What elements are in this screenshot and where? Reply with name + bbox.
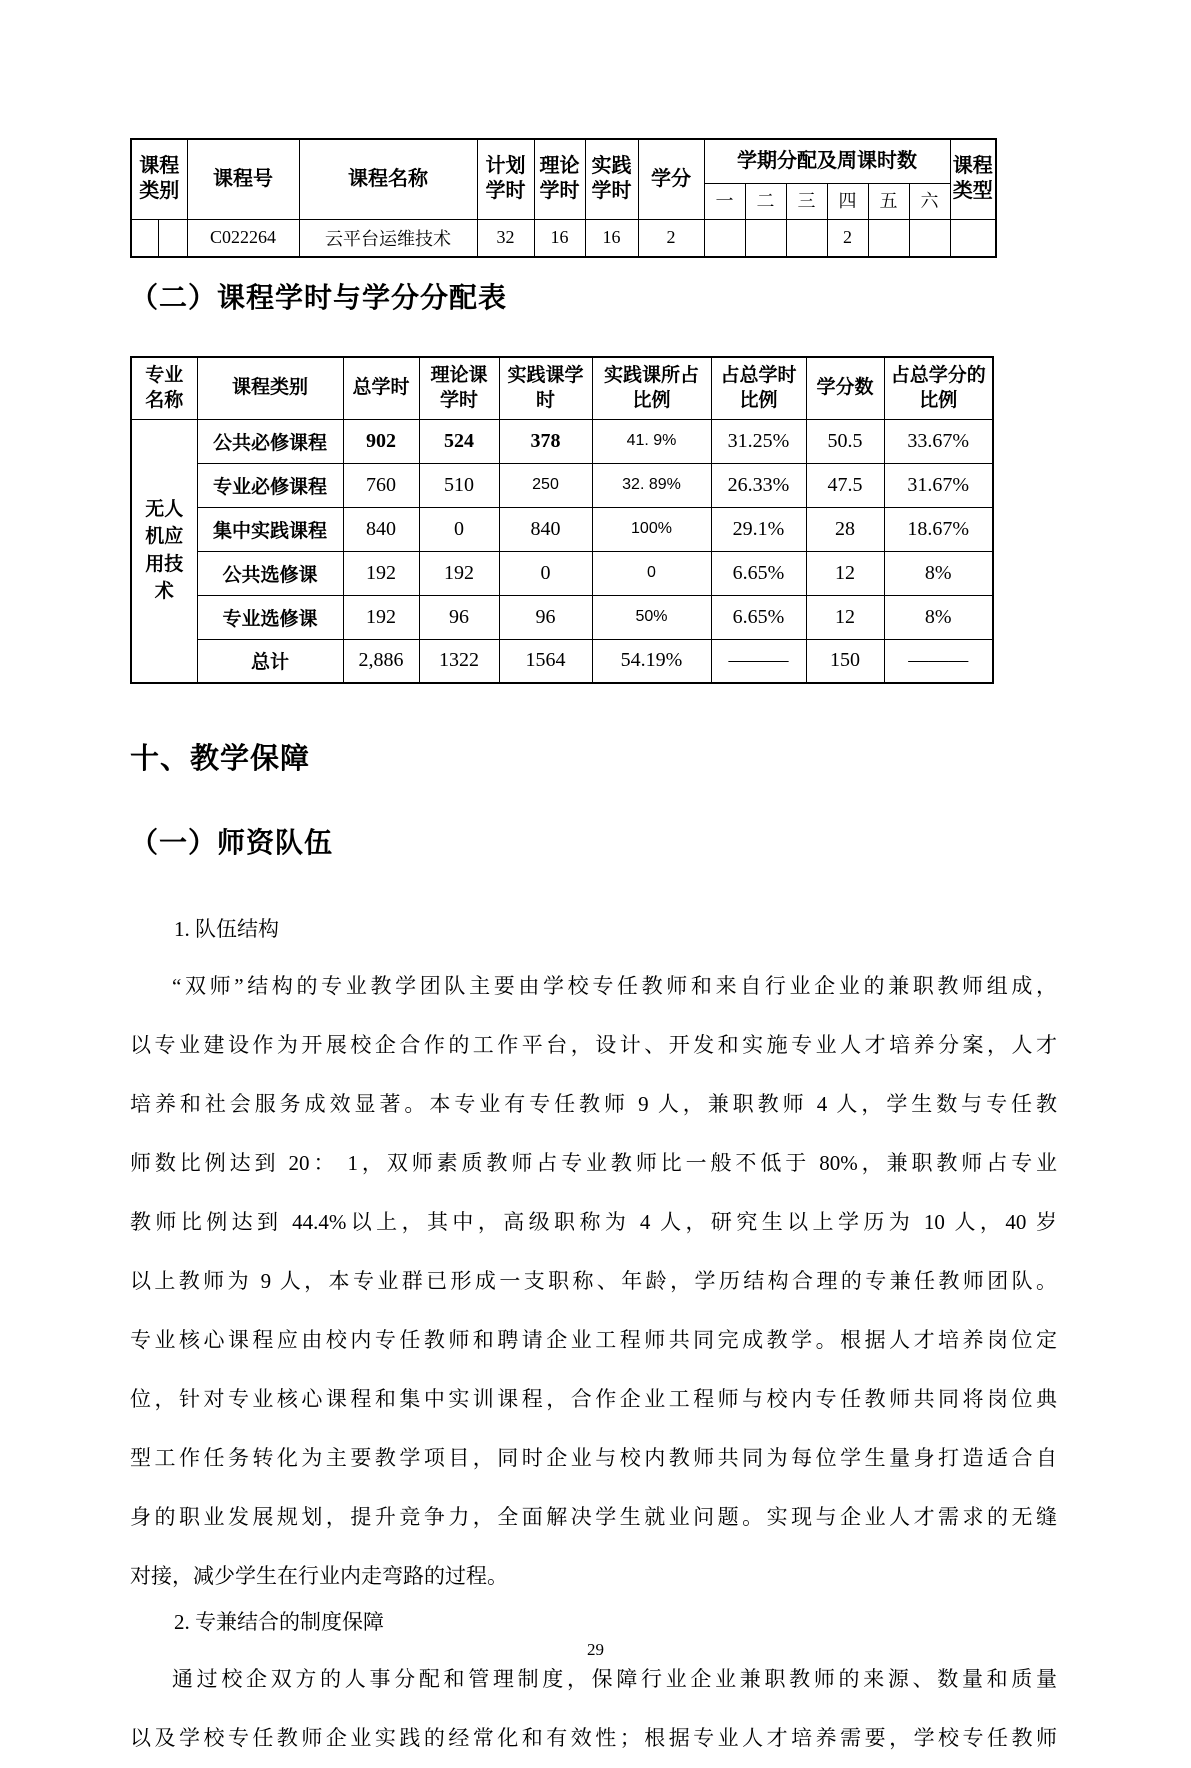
cell-credit-ratio: 8% bbox=[884, 551, 993, 595]
cell-credits: 47.5 bbox=[806, 463, 884, 507]
section-heading-credit-allocation: （二）课程学时与学分分配表 bbox=[130, 283, 508, 314]
col-header-major: 专业名称 bbox=[131, 357, 197, 419]
cell-theory-hours: 16 bbox=[534, 219, 585, 257]
subsection-title-team-structure: 1. 队伍结构 bbox=[174, 917, 279, 941]
cell-sem-6 bbox=[909, 219, 950, 257]
cell-sem-5 bbox=[868, 219, 909, 257]
cell-hours-ratio: 29.1% bbox=[711, 507, 806, 551]
cell-practice-ratio: 32. 89% bbox=[592, 463, 711, 507]
col-header-course-name: 课程名称 bbox=[299, 139, 477, 219]
cell-theory-hours: 524 bbox=[419, 419, 499, 463]
page-number: 29 bbox=[587, 1640, 604, 1659]
paragraph-line: 以上教师为 9 人，本专业群已形成一支职称、年龄，学历结构合理的专兼任教师团队。 bbox=[130, 1269, 1057, 1293]
cell-planned-hours: 32 bbox=[477, 219, 534, 257]
table-row bbox=[131, 551, 993, 595]
cell-credit-ratio: 31.67% bbox=[884, 463, 993, 507]
table-row-total bbox=[131, 639, 993, 683]
col-header-theory-class-hours: 理论课学时 bbox=[419, 357, 499, 419]
paragraph-line: 身的职业发展规划，提升竞争力，全面解决学生就业问题。实现与企业人才需求的无缝 bbox=[130, 1505, 1057, 1529]
table-row bbox=[131, 507, 993, 551]
cell-credits: 12 bbox=[806, 595, 884, 639]
cell-theory-hours: 510 bbox=[419, 463, 499, 507]
cell-credit-ratio: 8% bbox=[884, 595, 993, 639]
paragraph-line: 专业核心课程应由校内专任教师和聘请企业工程师共同完成教学。根据人才培养岗位定 bbox=[130, 1328, 1057, 1352]
col-header-credits: 学分 bbox=[638, 139, 704, 219]
cell-course-type bbox=[950, 219, 996, 257]
cell-theory-hours: 96 bbox=[419, 595, 499, 639]
col-header-sem-5: 五 bbox=[868, 183, 909, 219]
col-header-credit-count: 学分数 bbox=[806, 357, 884, 419]
cell-sem-2 bbox=[745, 219, 786, 257]
cell-hours-ratio: 31.25% bbox=[711, 419, 806, 463]
table-row bbox=[131, 595, 993, 639]
cell-practice-hours: 378 bbox=[499, 419, 592, 463]
paragraph-line: 位，针对专业核心课程和集中实训课程，合作企业工程师与校内专任教师共同将岗位典 bbox=[130, 1387, 1057, 1411]
col-header-planned-hours: 计划学时 bbox=[477, 139, 534, 219]
cell-practice-hours: 96 bbox=[499, 595, 592, 639]
cell-credit-ratio: 33.67% bbox=[884, 419, 993, 463]
cell-credits: 12 bbox=[806, 551, 884, 595]
cell-hours-ratio: 6.65% bbox=[711, 595, 806, 639]
col-header-total-hours: 总学时 bbox=[343, 357, 419, 419]
subsection-title-system-guarantee: 2. 专兼结合的制度保障 bbox=[174, 1610, 384, 1634]
paragraph-team-structure bbox=[130, 957, 1057, 1606]
col-header-category: 课程类别 bbox=[131, 139, 187, 219]
paragraph-line: 以专业建设作为开展校企合作的工作平台，设计、开发和实施专业人才培养分案，人才 bbox=[130, 1033, 1057, 1057]
col-header-theory-hours: 理论学时 bbox=[534, 139, 585, 219]
cell-practice-ratio: 100% bbox=[592, 507, 711, 551]
col-header-sem-6: 六 bbox=[909, 183, 950, 219]
paragraph-line: 型工作任务转化为主要教学项目，同时企业与校内教师共同为每位学生量身打造适合自 bbox=[130, 1446, 1057, 1470]
cell-sem-1 bbox=[704, 219, 745, 257]
cell-practice-ratio: 54.19% bbox=[592, 639, 711, 683]
table-row bbox=[131, 219, 996, 257]
cell-category: 公共必修课程 bbox=[197, 419, 343, 463]
cell-hours-ratio: 6.65% bbox=[711, 551, 806, 595]
paragraph-line: 师数比例达到 20： 1，双师素质教师占专业教师比一般不低于 80%，兼职教师占专业 bbox=[130, 1151, 1057, 1175]
cell-credit-ratio-dash: ——— bbox=[884, 639, 993, 683]
cell-theory-hours: 192 bbox=[419, 551, 499, 595]
cell-practice-hours: 250 bbox=[499, 463, 592, 507]
col-header-course-no: 课程号 bbox=[187, 139, 299, 219]
cell-hours-ratio: 26.33% bbox=[711, 463, 806, 507]
cell-theory-hours: 1322 bbox=[419, 639, 499, 683]
col-header-course-type: 课程类型 bbox=[950, 139, 996, 219]
cell-category-2 bbox=[158, 219, 187, 257]
cell-total-label: 总计 bbox=[197, 639, 343, 683]
cell-credits: 50.5 bbox=[806, 419, 884, 463]
cell-practice-ratio: 41. 9% bbox=[592, 419, 711, 463]
col-header-sem-4: 四 bbox=[827, 183, 868, 219]
section-heading-faculty-team: （一）师资队伍 bbox=[130, 828, 334, 859]
col-header-semester-group: 学期分配及周课时数 bbox=[704, 139, 950, 183]
credit-allocation-table bbox=[130, 356, 994, 684]
paragraph-system-guarantee bbox=[130, 1650, 1057, 1768]
table-row bbox=[131, 463, 993, 507]
cell-category: 公共选修课 bbox=[197, 551, 343, 595]
paragraph-line: 以及学校专任教师企业实践的经常化和有效性；根据专业人才培养需要，学校专任教师 bbox=[130, 1726, 1057, 1750]
cell-category: 集中实践课程 bbox=[197, 507, 343, 551]
col-header-sem-1: 一 bbox=[704, 183, 745, 219]
col-header-practice-ratio: 实践课所占比例 bbox=[592, 357, 711, 419]
cell-credits: 150 bbox=[806, 639, 884, 683]
cell-total-hours: 902 bbox=[343, 419, 419, 463]
cell-practice-hours: 1564 bbox=[499, 639, 592, 683]
paragraph-line: 对接，减少学生在行业内走弯路的过程。 bbox=[130, 1564, 508, 1588]
col-header-sem-2: 二 bbox=[745, 183, 786, 219]
col-header-credit-ratio: 占总学分的比例 bbox=[884, 357, 993, 419]
cell-sem-4: 2 bbox=[827, 219, 868, 257]
table-row bbox=[131, 419, 993, 463]
cell-category: 专业必修课程 bbox=[197, 463, 343, 507]
paragraph-line: 通过校企双方的人事分配和管理制度，保障行业企业兼职教师的来源、数量和质量 bbox=[172, 1667, 1057, 1691]
cell-credits: 2 bbox=[638, 219, 704, 257]
cell-course-name: 云平台运维技术 bbox=[299, 219, 477, 257]
cell-practice-ratio: 50% bbox=[592, 595, 711, 639]
cell-practice-hours: 0 bbox=[499, 551, 592, 595]
col-header-practice-hours: 实践学时 bbox=[585, 139, 638, 219]
cell-total-hours: 192 bbox=[343, 551, 419, 595]
col-header-total-hours-ratio: 占总学时比例 bbox=[711, 357, 806, 419]
cell-theory-hours: 0 bbox=[419, 507, 499, 551]
paragraph-line: “双师”结构的专业教学团队主要由学校专任教师和来自行业企业的兼职教师组成， bbox=[172, 974, 1057, 998]
cell-practice-ratio: 0 bbox=[592, 551, 711, 595]
col-header-sem-3: 三 bbox=[786, 183, 827, 219]
cell-category-1 bbox=[131, 219, 158, 257]
cell-hours-ratio-dash: ——— bbox=[711, 639, 806, 683]
cell-practice-hours: 16 bbox=[585, 219, 638, 257]
cell-practice-hours: 840 bbox=[499, 507, 592, 551]
cell-sem-3 bbox=[786, 219, 827, 257]
paragraph-line: 培养和社会服务成效显著。本专业有专任教师 9 人，兼职教师 4 人，学生数与专任教 bbox=[130, 1092, 1057, 1116]
cell-total-hours: 2,886 bbox=[343, 639, 419, 683]
cell-total-hours: 192 bbox=[343, 595, 419, 639]
cell-course-no: C022264 bbox=[187, 219, 299, 257]
cell-category: 专业选修课 bbox=[197, 595, 343, 639]
cell-total-hours: 760 bbox=[343, 463, 419, 507]
paragraph-line: 教师比例达到 44.4%以上，其中，高级职称为 4 人，研究生以上学历为 10 人，40 岁 bbox=[130, 1210, 1057, 1234]
col-header-practice-class-hours: 实践课学时 bbox=[499, 357, 592, 419]
course-plan-table bbox=[130, 138, 997, 258]
col-header-course-category: 课程类别 bbox=[197, 357, 343, 419]
section-heading-teaching-support: 十、教学保障 bbox=[130, 743, 311, 775]
cell-major-name: 无人机应用技术 bbox=[131, 419, 197, 683]
cell-total-hours: 840 bbox=[343, 507, 419, 551]
cell-credits: 28 bbox=[806, 507, 884, 551]
cell-credit-ratio: 18.67% bbox=[884, 507, 993, 551]
